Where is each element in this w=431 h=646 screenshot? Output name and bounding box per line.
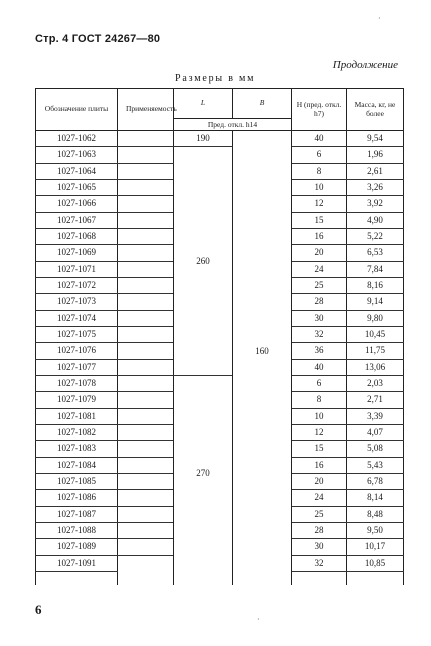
designation-cell: 1027-1073 [36, 294, 118, 310]
H-value-cell: 12 [292, 424, 347, 440]
H-value-cell: 32 [292, 326, 347, 342]
empty-cell [36, 571, 118, 585]
scan-speck: · [378, 14, 381, 23]
H-value-cell: 15 [292, 441, 347, 457]
H-value-cell: 36 [292, 343, 347, 359]
designation-cell: 1027-1083 [36, 441, 118, 457]
application-cell [118, 522, 174, 538]
mass-value-cell: 10,85 [347, 555, 404, 571]
L-value-cell: 270 [174, 375, 233, 571]
H-value-cell: 28 [292, 294, 347, 310]
application-cell [118, 343, 174, 359]
mass-value-cell: 13,06 [347, 359, 404, 375]
mass-value-cell: 9,50 [347, 522, 404, 538]
table-row [36, 147, 404, 163]
application-cell [118, 473, 174, 489]
mass-value-cell: 6,78 [347, 473, 404, 489]
designation-cell: 1027-1071 [36, 261, 118, 277]
application-cell [118, 457, 174, 473]
designation-cell: 1027-1088 [36, 522, 118, 538]
designation-cell: 1027-1081 [36, 408, 118, 424]
designation-cell: 1027-1066 [36, 196, 118, 212]
H-value-cell: 25 [292, 506, 347, 522]
H-value-cell: 12 [292, 196, 347, 212]
designation-cell: 1027-1062 [36, 131, 118, 147]
designation-cell: 1027-1086 [36, 490, 118, 506]
empty-cell [233, 571, 292, 585]
dimensions-caption: Размеры в мм [175, 73, 256, 84]
designation-cell: 1027-1087 [36, 506, 118, 522]
H-value-cell: 32 [292, 555, 347, 571]
scan-speck: · [257, 615, 260, 624]
page-header: Стр. 4 ГОСТ 24267—80 [35, 33, 161, 45]
col-header-mass: Масса, кг, не более [347, 89, 404, 131]
application-cell [118, 277, 174, 293]
designation-cell: 1027-1074 [36, 310, 118, 326]
designation-cell: 1027-1084 [36, 457, 118, 473]
H-value-cell: 6 [292, 147, 347, 163]
mass-value-cell: 11,75 [347, 343, 404, 359]
application-cell [118, 506, 174, 522]
designation-cell: 1027-1067 [36, 212, 118, 228]
empty-cell [118, 571, 174, 585]
H-value-cell: 20 [292, 245, 347, 261]
H-value-cell: 6 [292, 375, 347, 391]
table-bottom-spacer [36, 571, 404, 585]
application-cell [118, 245, 174, 261]
plates-table [35, 88, 404, 585]
designation-cell: 1027-1063 [36, 147, 118, 163]
application-cell [118, 212, 174, 228]
application-cell [118, 555, 174, 571]
mass-value-cell: 8,14 [347, 490, 404, 506]
L-value-cell: 190 [174, 131, 233, 147]
H-value-cell: 8 [292, 163, 347, 179]
application-cell [118, 424, 174, 440]
application-cell [118, 261, 174, 277]
designation-cell: 1027-1091 [36, 555, 118, 571]
H-value-cell: 30 [292, 310, 347, 326]
tolerance-note: Пред. откл. h14 [174, 119, 292, 131]
designation-cell: 1027-1079 [36, 392, 118, 408]
application-cell [118, 163, 174, 179]
H-value-cell: 30 [292, 539, 347, 555]
col-header-designation: Обозначение плиты [36, 89, 118, 131]
application-cell [118, 539, 174, 555]
H-value-cell: 15 [292, 212, 347, 228]
mass-value-cell: 5,43 [347, 457, 404, 473]
application-cell [118, 490, 174, 506]
H-value-cell: 24 [292, 490, 347, 506]
designation-cell: 1027-1085 [36, 473, 118, 489]
designation-cell: 1027-1065 [36, 179, 118, 195]
designation-cell: 1027-1082 [36, 424, 118, 440]
H-value-cell: 40 [292, 359, 347, 375]
mass-value-cell: 3,26 [347, 179, 404, 195]
application-cell [118, 310, 174, 326]
mass-value-cell: 8,16 [347, 277, 404, 293]
H-value-cell: 40 [292, 131, 347, 147]
B-value-cell: 160 [233, 131, 292, 572]
designation-cell: 1027-1089 [36, 539, 118, 555]
designation-cell: 1027-1075 [36, 326, 118, 342]
application-cell [118, 131, 174, 147]
mass-value-cell: 4,07 [347, 424, 404, 440]
H-value-cell: 16 [292, 228, 347, 244]
L-value-cell: 260 [174, 147, 233, 376]
H-value-cell: 25 [292, 277, 347, 293]
mass-value-cell: 7,84 [347, 261, 404, 277]
page-number: 6 [35, 602, 42, 617]
empty-cell [347, 571, 404, 585]
designation-cell: 1027-1069 [36, 245, 118, 261]
application-cell [118, 392, 174, 408]
designation-cell: 1027-1077 [36, 359, 118, 375]
designation-cell: 1027-1076 [36, 343, 118, 359]
designation-cell: 1027-1064 [36, 163, 118, 179]
empty-cell [174, 571, 233, 585]
mass-value-cell: 5,22 [347, 228, 404, 244]
H-value-cell: 10 [292, 179, 347, 195]
application-cell [118, 196, 174, 212]
mass-value-cell: 2,61 [347, 163, 404, 179]
mass-value-cell: 10,17 [347, 539, 404, 555]
H-value-cell: 20 [292, 473, 347, 489]
application-cell [118, 294, 174, 310]
H-value-cell: 8 [292, 392, 347, 408]
application-cell [118, 326, 174, 342]
H-value-cell: 16 [292, 457, 347, 473]
mass-value-cell: 1,96 [347, 147, 404, 163]
application-cell [118, 441, 174, 457]
application-cell [118, 147, 174, 163]
col-header-L: L [174, 89, 233, 119]
designation-cell: 1027-1068 [36, 228, 118, 244]
mass-value-cell: 9,80 [347, 310, 404, 326]
col-header-B: B [233, 89, 292, 119]
col-header-application: Применяемость [118, 89, 174, 131]
mass-value-cell: 9,14 [347, 294, 404, 310]
empty-cell [292, 571, 347, 585]
application-cell [118, 408, 174, 424]
H-value-cell: 10 [292, 408, 347, 424]
application-cell [118, 359, 174, 375]
mass-value-cell: 10,45 [347, 326, 404, 342]
mass-value-cell: 3,39 [347, 408, 404, 424]
table-row [36, 131, 404, 147]
mass-value-cell: 4,90 [347, 212, 404, 228]
application-cell [118, 228, 174, 244]
continuation-label: Продолжение [332, 59, 398, 71]
mass-value-cell: 5,08 [347, 441, 404, 457]
table-row [36, 375, 404, 391]
H-value-cell: 28 [292, 522, 347, 538]
application-cell [118, 179, 174, 195]
H-value-cell: 24 [292, 261, 347, 277]
designation-cell: 1027-1072 [36, 277, 118, 293]
mass-value-cell: 9,54 [347, 131, 404, 147]
col-header-H: H (пред. откл. h7) [292, 89, 347, 131]
application-cell [118, 375, 174, 391]
mass-value-cell: 2,03 [347, 375, 404, 391]
mass-value-cell: 2,71 [347, 392, 404, 408]
mass-value-cell: 8,48 [347, 506, 404, 522]
mass-value-cell: 3,92 [347, 196, 404, 212]
mass-value-cell: 6,53 [347, 245, 404, 261]
designation-cell: 1027-1078 [36, 375, 118, 391]
